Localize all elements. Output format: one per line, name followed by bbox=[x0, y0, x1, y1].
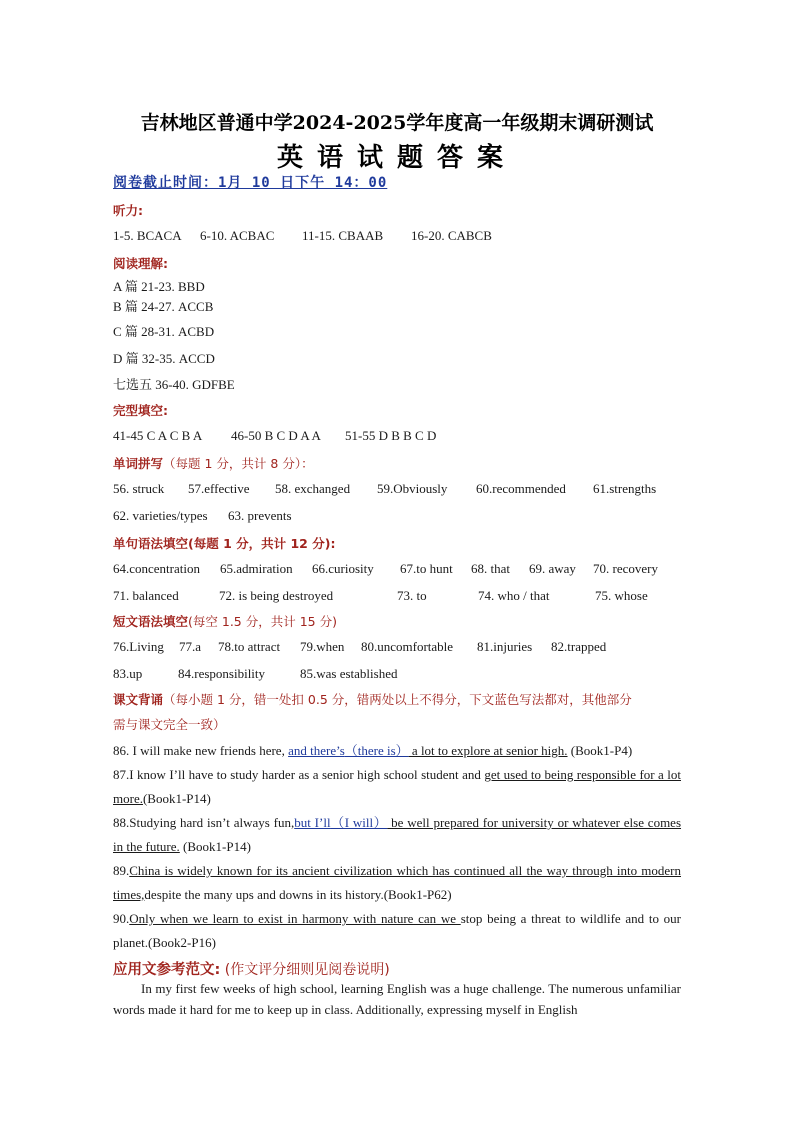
answer-item: 85.was established bbox=[300, 666, 398, 681]
answer-item: 63. prevents bbox=[228, 508, 292, 523]
q86-answer: and there’s bbox=[288, 743, 345, 758]
exam-title: 吉林地区普通中学2024-2025学年度高一年级期末调研测试 bbox=[140, 112, 654, 134]
answer-item: 71. balanced bbox=[113, 588, 179, 603]
answer-item: 16-20. CABCB bbox=[411, 228, 492, 243]
spelling-title: 单词拼写 bbox=[113, 456, 164, 471]
passage-note: (每空 1.5 分，共计 15 分) bbox=[188, 614, 337, 629]
spelling-answers-row2 bbox=[113, 508, 292, 524]
essay-title: 应用文参考范文: bbox=[113, 962, 221, 978]
q87-answer: get used to being responsible for a lot more. bbox=[113, 767, 681, 806]
q87-source: (Book1-P14) bbox=[142, 791, 211, 806]
answer-item: 70. recovery bbox=[593, 561, 658, 576]
answer-item: 6-10. ACBAC bbox=[200, 228, 275, 243]
answer-item: 74. who / that bbox=[478, 588, 550, 603]
listening-heading: 听力: bbox=[113, 203, 143, 218]
answer-item: 77.a bbox=[179, 639, 202, 654]
q88-source: (Book1-P14) bbox=[179, 839, 251, 854]
spelling-note: （每题 1 分，共计 8 分）： bbox=[163, 456, 314, 471]
answer-item: 84.responsibility bbox=[178, 666, 266, 681]
q88-alt: （I will） bbox=[330, 815, 388, 830]
reading-line-b: B 篇 24-27. ACCB bbox=[113, 299, 214, 314]
answer-item: 81.injuries bbox=[477, 639, 533, 654]
answer-item: 59.Obviously bbox=[377, 481, 448, 496]
answer-item: 80.uncomfortable bbox=[361, 639, 454, 654]
grammar-answers-row1 bbox=[113, 561, 658, 577]
answer-item: 56. struck bbox=[113, 481, 165, 496]
answer-item: 1-5. BCACA bbox=[113, 228, 182, 243]
answer-item: 82.trapped bbox=[551, 639, 607, 654]
answer-item: 69. away bbox=[529, 561, 576, 576]
marking-deadline: 阅卷截止时间：1月 10 日下午 14：00 bbox=[113, 175, 388, 191]
grammar-heading bbox=[113, 534, 335, 552]
spelling-answers-row1 bbox=[113, 481, 656, 497]
passage-answers-row2 bbox=[113, 666, 397, 682]
essay-note: (作文评分细则见阅卷说明) bbox=[220, 962, 390, 978]
q90-text: stop being a threat to wildlife and to our planet.(Book2-P16) bbox=[113, 911, 681, 950]
grammar-note: (每题 1 分，共计 12 分): bbox=[188, 536, 336, 551]
answer-item: 66.curiosity bbox=[312, 561, 374, 576]
q90-number: 90. bbox=[113, 911, 130, 926]
cloze-heading: 完型填空: bbox=[113, 403, 168, 418]
answer-item: 72. is being destroyed bbox=[219, 588, 334, 603]
answer-item: 78.to attract bbox=[218, 639, 281, 654]
reading-line-d: D 篇 32-35. ACCD bbox=[113, 351, 215, 366]
recite-q90 bbox=[113, 907, 681, 955]
essay-heading bbox=[113, 958, 390, 979]
q88-text: 88.Studying hard isn’t always fun, bbox=[113, 815, 295, 830]
answer-item: 57.effective bbox=[188, 481, 250, 496]
answer-item: 76.Living bbox=[113, 639, 164, 654]
recite-heading bbox=[113, 687, 681, 737]
answer-item: 51-55 D B B C D bbox=[345, 428, 437, 443]
answer-item: 79.when bbox=[300, 639, 345, 654]
essay-sample-text: In my first few weeks of high school, learning English was a huge challenge. The numerous unfamiliar words made it hard for me to keep up in class. Additionally, expressing myself in English bbox=[113, 981, 681, 1017]
passage-title: 短文语法填空 bbox=[113, 614, 189, 629]
answer-item: 46-50 B C D A A bbox=[231, 428, 321, 443]
answer-item: 75. whose bbox=[595, 588, 648, 603]
answer-item: 83.up bbox=[113, 666, 143, 681]
reading-heading: 阅读理解: bbox=[113, 256, 168, 271]
listening-answers bbox=[113, 228, 492, 244]
q90-answer: Only when we learn to exist in harmony with nature can we bbox=[129, 911, 461, 926]
answer-item: 60.recommended bbox=[476, 481, 566, 496]
recite-q87 bbox=[113, 763, 681, 811]
q88-answer-rest: be well prepared for university or whatever else comes in the future. bbox=[113, 815, 682, 854]
recite-q88 bbox=[113, 811, 681, 859]
recite-q86 bbox=[113, 739, 681, 763]
answer-item: 58. exchanged bbox=[275, 481, 351, 496]
passage-answers-row1 bbox=[113, 639, 606, 655]
q88-answer: but I’ll bbox=[294, 815, 331, 830]
recite-note-1: （每小题 1 分，错一处扣 0.5 分，错两处以上不得分，下文蓝色写法都对，其他部分 bbox=[163, 692, 632, 707]
q89-number: 89. bbox=[113, 863, 130, 878]
answer-item: 62. varieties/types bbox=[113, 508, 208, 523]
grammar-title: 单句语法填空 bbox=[113, 536, 189, 551]
passage-heading bbox=[113, 612, 337, 630]
answer-item: 73. to bbox=[397, 588, 427, 603]
answer-item: 41-45 C A C B A bbox=[113, 428, 203, 443]
answer-item: 64.concentration bbox=[113, 561, 200, 576]
reading-line-c: C 篇 28-31. ACBD bbox=[113, 324, 215, 339]
answer-item: 11-15. CBAAB bbox=[302, 228, 384, 243]
cloze-answers bbox=[113, 428, 436, 444]
q86-alt: （there is） bbox=[344, 743, 409, 758]
recite-title: 课文背诵 bbox=[113, 692, 164, 707]
reading-line-seven-choose-five: 七选五 36-40. GDFBE bbox=[113, 377, 235, 392]
answer-item: 68. that bbox=[471, 561, 510, 576]
q86-source: (Book1-P4) bbox=[567, 743, 633, 758]
answer-item: 61.strengths bbox=[593, 481, 657, 496]
answer-item: 67.to hunt bbox=[400, 561, 453, 576]
grammar-answers-row2 bbox=[113, 588, 648, 604]
answer-item: 65.admiration bbox=[220, 561, 293, 576]
q86-text: 86. I will make new friends here, bbox=[113, 743, 289, 758]
reading-line-a: A 篇 21-23. BBD bbox=[113, 279, 205, 294]
answer-key-title: 英语试题答案 bbox=[276, 143, 517, 173]
spelling-heading bbox=[113, 454, 314, 472]
q87-text: 87.I know I’ll have to study harder as a senior high school student and bbox=[113, 767, 485, 782]
recite-note-2: 需与课文完全一致） bbox=[113, 717, 226, 732]
recite-q89 bbox=[113, 859, 681, 907]
q89-answer: China is widely known for its ancient civilization which has continued all the way through into modern times, bbox=[113, 863, 681, 902]
q89-text: despite the many ups and downs in its history.(Book1-P62) bbox=[144, 887, 452, 902]
q86-answer-rest: a lot to explore at senior high. bbox=[408, 743, 568, 758]
